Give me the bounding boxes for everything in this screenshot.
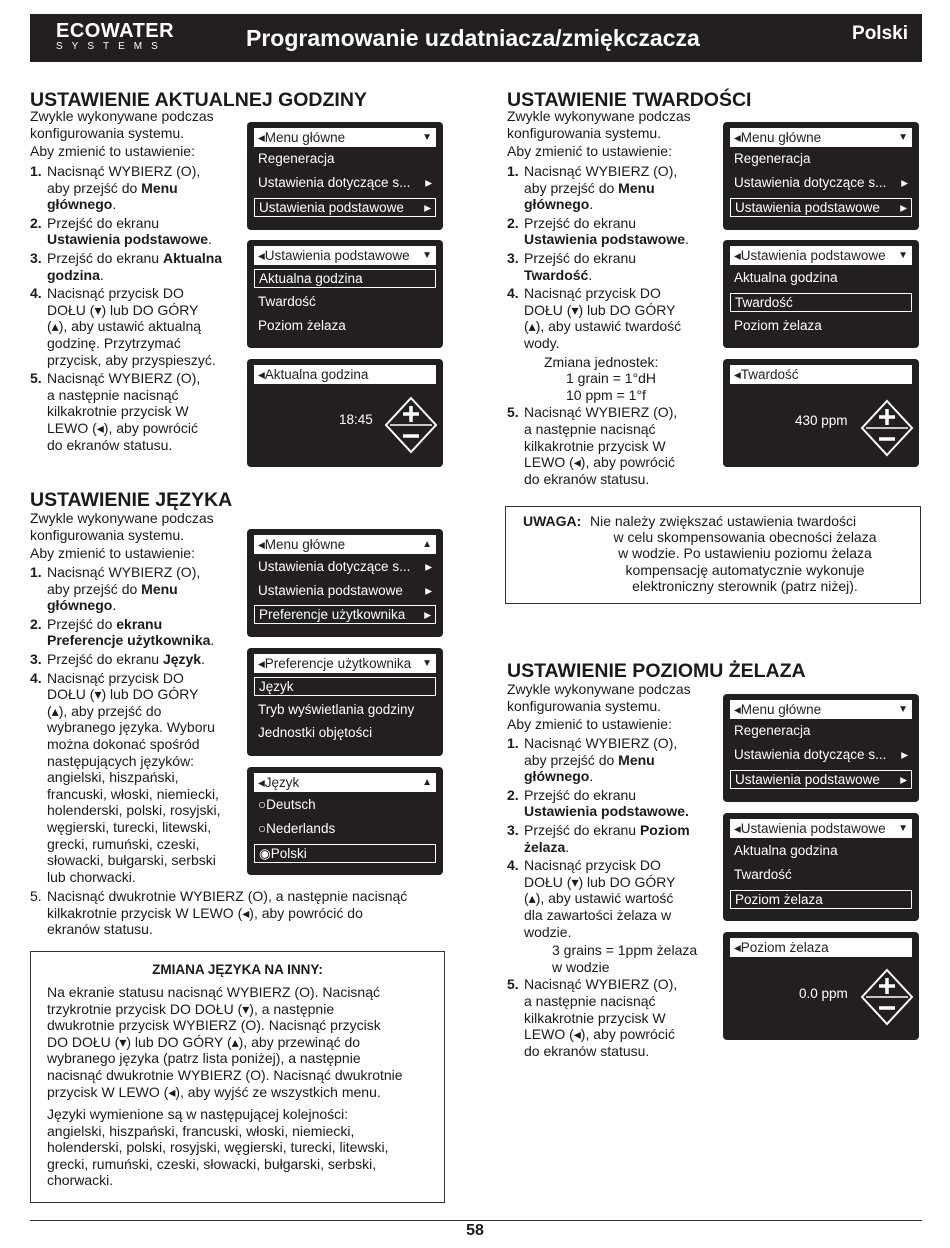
lcd-header: ◂Twardość [730, 365, 912, 384]
lcd-main-menu-iron [723, 694, 919, 802]
language-step-5 [30, 888, 450, 938]
step: 4. Nacisnąć przycisk DO DOŁU (▾) lub DO GÓRY (▴), aby przejść do wybranego języka. Wyboru można dokonać spośród następujących języków: angielski, hiszpański, francuski, włoski, niemiecki, holenderski, polski, rosyjski, węgierski, turecki, litewski, grecki, rumuński, czeski, słowacki, bułgarski, serbski lub chorwacki. [30, 669, 221, 885]
note-line: Nie należy zwiększać ustawienia twardości [590, 513, 857, 529]
lcd-header: ◂Menu główne ▼ [730, 700, 912, 719]
lcd-user-preferences [247, 648, 443, 756]
note-line: elektroniczny sterownik (patrz niżej). [632, 578, 858, 594]
plus-minus-icon [860, 399, 914, 457]
lcd-header: ◂Ustawienia podstawowe ▼ [730, 819, 912, 838]
lcd-main-menu-hard [723, 122, 919, 230]
step: 2. Przejść do ekranu Ustawienia podstawowe. [30, 214, 212, 248]
lcd-row: Aktualna godzina [734, 843, 838, 858]
lcd-header: ◂Preferencje użytkownika ▼ [254, 654, 436, 673]
lcd-basic-settings-hard [723, 240, 919, 348]
lcd-header: ◂Ustawienia podstawowe ▼ [730, 246, 912, 265]
lcd-row: Aktualna godzina [734, 270, 838, 285]
step: 3. Przejść do ekranu Aktualna godzina. [30, 249, 223, 283]
lcd-row: Ustawienia dotyczące s... ▸ [258, 559, 432, 574]
lcd-row: Ustawienia dotyczące s... ▸ [258, 175, 432, 190]
lcd-header: ◂Ustawienia podstawowe ▼ [254, 246, 436, 265]
lcd-row-selected: Ustawienia podstawowe ▸ [254, 198, 436, 217]
page-number: 58 [466, 1222, 484, 1239]
step: 5. Nacisnąć dwukrotnie WYBIERZ (O), a następnie nacisnąć kilkakrotnie przycisk W LEWO (◂), aby powrócić do ekranów statusu. [30, 888, 408, 938]
intro-line: konfigurowania systemu. [507, 124, 662, 141]
section-title-hardness: USTAWIENIE TWARDOŚCI [507, 89, 752, 111]
step: 2. Przejść do ekranu Ustawienia podstawowe. [507, 214, 689, 248]
lcd-row: Jednostki objętości [258, 725, 373, 740]
unit-conversion: 10 ppm = 1°f [566, 386, 646, 403]
lcd-row-selected: Język [254, 677, 436, 696]
intro-line: konfigurowania systemu. [507, 697, 662, 714]
lcd-row-selected: Ustawienia podstawowe ▸ [730, 770, 912, 789]
note-label: UWAGA: [523, 513, 582, 529]
lcd-basic-settings-iron [723, 813, 919, 921]
radio-empty-icon: ○ [258, 821, 267, 836]
section-title-time: USTAWIENIE AKTUALNEJ GODZINY [30, 89, 367, 111]
lcd-value: 0.0 ppm [799, 986, 848, 1001]
lcd-current-time [247, 359, 443, 467]
lcd-radio-row: ○Deutsch [258, 797, 316, 812]
lcd-row: Ustawienia podstawowe ▸ [258, 583, 432, 598]
lcd-main-menu [247, 122, 443, 230]
step: 4. Nacisnąć przycisk DO DOŁU (▾) lub DO GÓRY (▴), aby ustawić twardość wody. Zmiana jednostek: 1 grain = 1°dH 10 ppm = 1°f [507, 285, 722, 403]
page-header [30, 14, 922, 62]
lcd-row-selected: Preferencje użytkownika ▸ [254, 605, 436, 624]
lcd-header: ◂Menu główne ▲ [254, 535, 436, 554]
hardness-steps [507, 163, 722, 487]
step: 4. Nacisnąć przycisk DO DOŁU (▾) lub DO GÓRY (▴), aby ustawić aktualną godzinę. Przytrzymać przycisk, aby przyspieszyć. [30, 285, 216, 368]
intro-line: konfigurowania systemu. [30, 526, 185, 543]
step: 2. Przejść do ekranu Preferencje użytkownika. [30, 615, 215, 649]
language-label: Polski [852, 23, 908, 44]
lcd-iron-level [723, 932, 919, 1040]
intro-line: Aby zmienić to ustawienie: [507, 143, 672, 160]
time-intro [30, 108, 214, 160]
intro-line: Zwykle wykonywane podczas [507, 108, 691, 124]
step: 1. Nacisnąć WYBIERZ (O), aby przejść do Menu głównego. [507, 163, 678, 213]
section-title-iron: USTAWIENIE POZIOMU ŻELAZA [507, 660, 806, 682]
language-steps [30, 564, 245, 885]
lcd-radio-row-selected: ◉Polski [254, 844, 436, 863]
section-title-language: USTAWIENIE JĘZYKA [30, 489, 233, 511]
step: 1. Nacisnąć WYBIERZ (O), aby przejść do Menu głównego. [30, 163, 201, 213]
step: 1. Nacisnąć WYBIERZ (O), aby przejść do Menu głównego. [507, 735, 678, 785]
box-paragraph-1: Na ekranie statusu nacisnąć WYBIERZ (O). Nacisnąć trzykrotnie przycisk DO DOŁU (▾), a następnie dwukrotnie przycisk WYBIERZ (O). Nacisnąć przycisk DO DOŁU (▾) lub DO GÓRY (▴), aby przewinąć do wybranego języka (patrz lista poniżej), a następnie nacisnąć dwukrotnie WYBIERZ (O). Nacisnąć dwukrotnie przycisk W LEWO (◂), aby wyjść ze wszystkich menu. [47, 984, 403, 1100]
lcd-row-selected: Twardość [730, 293, 912, 312]
lcd-row: Poziom żelaza [734, 318, 822, 333]
intro-line: konfigurowania systemu. [30, 124, 185, 141]
step: 4. Nacisnąć przycisk DO DOŁU (▾) lub DO GÓRY (▴), aby ustawić wartość dla zawartości żelaza w wodzie. 3 grains = 1ppm żelaza w wodzie [507, 857, 722, 975]
lcd-radio-row: ○Nederlands [258, 821, 336, 836]
step: 3. Przejść do ekranu Twardość. [507, 249, 637, 283]
intro-line: Aby zmienić to ustawienie: [30, 545, 195, 562]
lcd-row: Regeneracja [734, 723, 811, 738]
intro-line: Zwykle wykonywane podczas [507, 681, 691, 697]
step: 2. Przejść do ekranu Ustawienia podstawowe. [507, 786, 689, 820]
page-title: Programowanie uzdatniacza/zmiękczacza [246, 25, 700, 51]
lcd-row-selected: Ustawienia podstawowe ▸ [730, 198, 912, 217]
lcd-main-menu-lang [247, 529, 443, 637]
box-paragraph-2: Języki wymienione są w następującej kolejności: angielski, hiszpański, francuski, włoski, niemiecki, holenderski, polski, rosyjski, węgierski, turecki, litewski, grecki, rumuński, czeski, słowacki, bułgarski, serbski, chorwacki. [47, 1106, 389, 1189]
note-line: w wodzie. Po ustawieniu poziomu żelaza [618, 545, 872, 561]
lcd-header: ◂Menu główne ▼ [730, 128, 912, 147]
lcd-value: 18:45 [339, 412, 373, 427]
step: 5. Nacisnąć WYBIERZ (O), a następnie nacisnąć kilkakrotnie przycisk W LEWO (◂), aby powrócić do ekranów statusu. [507, 976, 678, 1059]
iron-conversion: w wodzie [552, 958, 610, 975]
unit-change-label: Zmiana jednostek: [544, 353, 659, 370]
lcd-header: ◂Język ▲ [254, 773, 436, 792]
lcd-row: Ustawienia dotyczące s... ▸ [734, 747, 908, 762]
lcd-language [247, 767, 443, 875]
step: 3. Przejść do ekranu Język. [30, 650, 205, 667]
step: 5. Nacisnąć WYBIERZ (O), a następnie nacisnąć kilkakrotnie przycisk W LEWO (◂), aby powrócić do ekranów statusu. [30, 370, 201, 453]
lcd-value: 430 ppm [795, 413, 848, 428]
lcd-header: ◂Poziom żelaza [730, 938, 912, 957]
intro-line: Aby zmienić to ustawienie: [30, 143, 195, 160]
hardness-intro [507, 108, 691, 160]
logo-brand: ECOWATER [56, 20, 175, 42]
plus-minus-icon [860, 968, 914, 1026]
iron-conversion: 3 grains = 1ppm żelaza [552, 942, 698, 959]
note-line: kompensację automatycznie wykonuje [625, 562, 865, 578]
iron-intro [507, 681, 691, 733]
step: 3. Przejść do ekranu Poziom żelaza. [507, 821, 690, 855]
footer-divider [30, 1220, 922, 1221]
lcd-row: Regeneracja [258, 151, 335, 166]
lcd-header: ◂Aktualna godzina [254, 365, 436, 384]
lcd-row-selected: Poziom żelaza [730, 890, 912, 909]
intro-line: Zwykle wykonywane podczas [30, 510, 214, 526]
lcd-row: Twardość [734, 867, 792, 882]
iron-steps [507, 735, 722, 1059]
radio-checked-icon: ◉ [259, 846, 271, 861]
lcd-row: Twardość [258, 294, 316, 309]
radio-empty-icon: ○ [258, 797, 267, 812]
intro-line: Aby zmienić to ustawienie: [507, 716, 672, 733]
lcd-row: Poziom żelaza [258, 318, 346, 333]
logo-subtitle: SYSTEMS [56, 41, 167, 52]
unit-conversion: 1 grain = 1°dH [566, 370, 657, 387]
lcd-row-selected: Aktualna godzina [254, 269, 436, 288]
note-line: w celu skompensowania obecności żelaza [613, 529, 877, 545]
step: 1. Nacisnąć WYBIERZ (O), aby przejść do Menu głównego. [30, 564, 201, 614]
lcd-row: Regeneracja [734, 151, 811, 166]
note-box [505, 506, 921, 604]
lcd-hardness [723, 359, 919, 467]
change-language-box [30, 951, 445, 1203]
step: 5. Nacisnąć WYBIERZ (O), a następnie nacisnąć kilkakrotnie przycisk W LEWO (◂), aby powrócić do ekranów statusu. [507, 404, 678, 487]
intro-line: Zwykle wykonywane podczas [30, 108, 214, 124]
language-intro [30, 510, 214, 562]
box-title: ZMIANA JĘZYKA NA INNY: [152, 962, 323, 977]
time-steps [30, 163, 245, 453]
lcd-header: ◂Menu główne ▼ [254, 128, 436, 147]
lcd-row: Tryb wyświetlania godziny [258, 702, 415, 717]
lcd-basic-settings [247, 240, 443, 348]
plus-minus-icon [384, 396, 438, 454]
ecowater-logo [56, 21, 174, 53]
lcd-row: Ustawienia dotyczące s... ▸ [734, 175, 908, 190]
